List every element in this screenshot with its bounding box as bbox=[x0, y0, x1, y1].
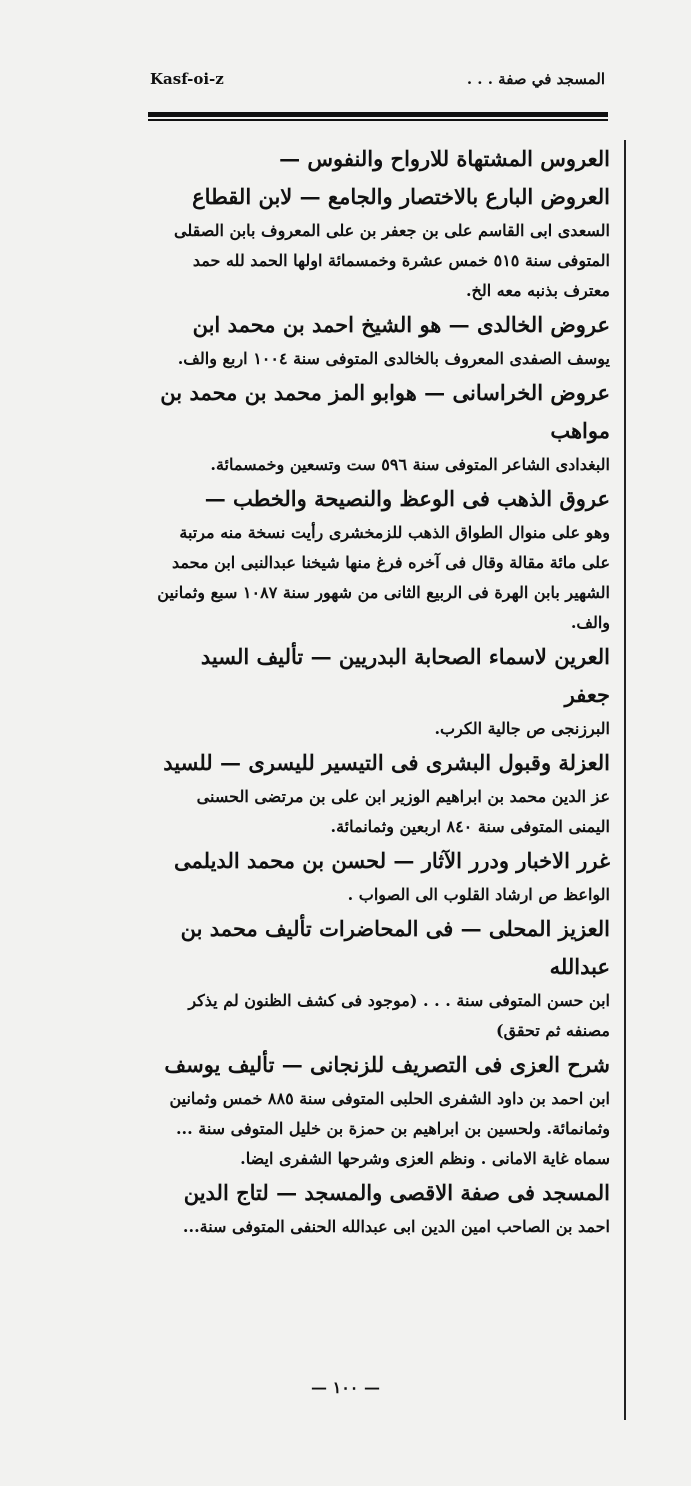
entry-heading: العزيز المحلى — فى المحاضرات تأليف محمد بن عبدالله bbox=[180, 916, 610, 979]
margin-line bbox=[624, 140, 626, 1420]
entry-heading: العزلة وقبول البشرى فى التيسير لليسرى — للسيد bbox=[163, 750, 610, 775]
entry-heading: عروق الذهب فى الوعظ والنصيحة والخطب — bbox=[204, 486, 610, 511]
entry-heading: العرين لاسماء الصحابة البدريين — تأليف السيد جعفر bbox=[200, 644, 610, 707]
entry-heading: العروض البارع بالاختصار والجامع — لابن القطاع bbox=[192, 184, 610, 209]
entry-text: وهو على منوال الطواق الذهب للزمخشرى رأيت نسخة منه مرتبة على مائة مقالة وقال فى آخره فرغ منها شيخنا عبدالنبى ابن محمد الشهير بابن الهرة فى الربيع الثانى من شهور سنة ١٠٨٧ سبع وثمانين والف. bbox=[157, 523, 610, 632]
entry bbox=[150, 1174, 610, 1242]
entry-text: البغدادى الشاعر المتوفى سنة ٥٩٦ ست وتسعين وخمسمائة. bbox=[210, 455, 610, 474]
entry bbox=[150, 178, 610, 306]
page-body bbox=[150, 140, 610, 1242]
header-left-text: Kasf-oi-z bbox=[150, 70, 224, 88]
page-header bbox=[150, 70, 605, 100]
entry bbox=[150, 480, 610, 638]
entry-text: الواعظ ص ارشاد القلوب الى الصواب . bbox=[347, 885, 610, 904]
entry-text: السعدى ابى القاسم على بن جعفر بن على المعروف بابن الصقلى المتوفى سنة ٥١٥ خمس عشرة وخمسمائة اولها الحمد لله حمد معترف بذنبه معه الخ. bbox=[174, 221, 610, 300]
entry bbox=[150, 374, 610, 480]
header-rule-thin bbox=[148, 119, 608, 121]
entry-text: ابن حسن المتوفى سنة . . . (موجود فى كشف الظنون لم يذكر مصنفه ثم تحقق) bbox=[188, 991, 610, 1040]
entry bbox=[150, 140, 610, 178]
entry-text: ابن احمد بن داود الشفرى الحلبى المتوفى سنة ٨٨٥ خمس وثمانين وثمانمائة. ولحسين بن ابراهيم بن حمزة بن خليل المتوفى سنة ... سماه غاية الامانى . ونظم العزى وشرحها الشفرى ايضا. bbox=[169, 1089, 610, 1168]
entry-text: البرزنجى ص جالية الكرب. bbox=[434, 719, 610, 738]
entry bbox=[150, 842, 610, 910]
entry bbox=[150, 1046, 610, 1174]
entry-heading: شرح العزى فى التصريف للزنجانى — تأليف يوسف bbox=[164, 1052, 610, 1077]
running-head: المسجد في صفة . . . bbox=[466, 70, 605, 88]
entry bbox=[150, 638, 610, 744]
entry-text: يوسف الصفدى المعروف بالخالدى المتوفى سنة ١٠٠٤ اربع والف. bbox=[177, 349, 610, 368]
entry-heading: المسجد فى صفة الاقصى والمسجد — لتاج الدين bbox=[183, 1180, 610, 1205]
entry-text: عز الدين محمد بن ابراهيم الوزير ابن على بن مرتضى الحسنى اليمنى المتوفى سنة ٨٤٠ اربعين وثمانمائة. bbox=[196, 787, 610, 836]
entry bbox=[150, 910, 610, 1046]
entry bbox=[150, 744, 610, 842]
entry-heading: غرر الاخبار ودرر الآثار — لحسن بن محمد الديلمى bbox=[173, 848, 610, 873]
entry-heading: عروض الخالدى — هو الشيخ احمد بن محمد ابن bbox=[192, 312, 610, 337]
entry-text: احمد بن الصاحب امين الدين ابى عبدالله الحنفى المتوفى سنة... bbox=[182, 1217, 610, 1236]
page-number: — ١٠٠ — bbox=[311, 1378, 380, 1397]
entry-heading: عروض الخراسانى — هوابو المز محمد بن محمد بن مواهب bbox=[160, 380, 610, 443]
entry bbox=[150, 306, 610, 374]
entry-heading: العروس المشتهاة للارواح والنفوس — bbox=[279, 146, 610, 171]
header-rule-thick bbox=[148, 112, 608, 117]
